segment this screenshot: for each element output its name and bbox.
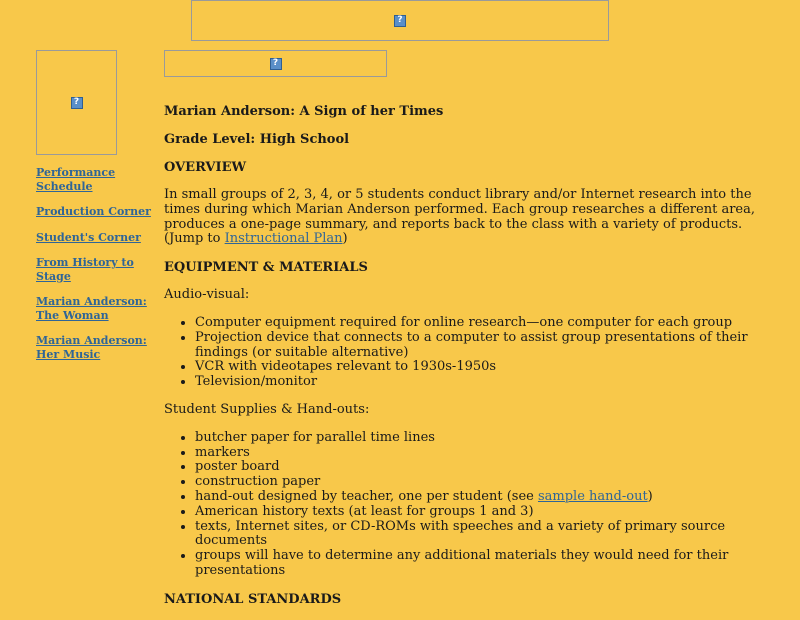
av-list: [164, 316, 770, 390]
handout-text: hand-out designed by teacher, one per student (see: [195, 488, 538, 504]
list-item: [195, 490, 770, 505]
title-banner-image: [164, 50, 387, 77]
list-item: • American history texts (at least for groups 1 and 3): [195, 505, 770, 520]
overview-text: In small groups of 2, 3, 4, or 5 students conduct library and/or Internet research into the times during which Marian Anderson performed. Each group researches a different area, produces a one-page summary, and reports back to the class with a variety of products. (Jump to: [164, 187, 755, 247]
list-item: • construction paper: [195, 475, 770, 490]
list-item: • markers: [195, 446, 770, 461]
av-label: Audio-visual:: [164, 287, 250, 303]
broken-image-icon: ?: [71, 97, 83, 109]
sample-handout-link[interactable]: sample hand-out: [537, 488, 648, 504]
page-title: Marian Anderson: A Sign of her Times: [164, 104, 444, 119]
overview-close: ): [342, 231, 348, 247]
sidebar-item-students-corner[interactable]: Student's Corner: [36, 230, 141, 244]
overview-heading: OVERVIEW: [164, 160, 247, 175]
grade-level: Grade Level: High School: [164, 132, 350, 147]
list-item: • VCR with videotapes relevant to 1930s-1950s: [195, 360, 770, 375]
broken-image-icon: ?: [270, 58, 282, 70]
list-item: • Computer equipment required for online research—one computer for each group: [195, 316, 770, 331]
list-item: • texts, Internet sites, or CD-ROMs with speeches and a variety of primary source documents: [195, 520, 770, 550]
standards-heading: NATIONAL STANDARDS: [164, 591, 342, 607]
sidebar-item-the-woman[interactable]: Marian Anderson: The Woman: [36, 295, 147, 322]
list-item: • Projection device that connects to a computer to assist group presentations of their findings (or suitable alternative): [195, 331, 770, 361]
supplies-label: Student Supplies & Hand-outs:: [164, 401, 370, 417]
equipment-heading: EQUIPMENT & MATERIALS: [164, 260, 368, 276]
sidebar-item-performance-schedule[interactable]: Performance Schedule: [36, 166, 116, 193]
sidebar-item-her-music[interactable]: Marian Anderson: Her Music: [36, 334, 147, 361]
list-item: • groups will have to determine any additional materials they would need for their presentations: [195, 549, 770, 579]
handout-close: ): [647, 488, 653, 504]
supplies-list: [164, 431, 770, 579]
overview-paragraph: [164, 188, 770, 247]
list-item: • Television/monitor: [195, 375, 770, 390]
instructional-plan-link[interactable]: Instructional Plan: [224, 231, 343, 247]
main-content: [164, 104, 770, 620]
list-item: • butcher paper for parallel time lines: [195, 431, 770, 446]
top-banner-image: [191, 0, 609, 41]
list-item: • poster board: [195, 460, 770, 475]
sidebar-item-production-corner[interactable]: Production Corner: [36, 205, 151, 218]
broken-image-icon: ?: [394, 15, 406, 27]
sidebar-nav: [36, 166, 151, 373]
sidebar-item-history-to-stage[interactable]: From History to Stage: [36, 256, 134, 283]
side-banner-image: [36, 50, 117, 155]
